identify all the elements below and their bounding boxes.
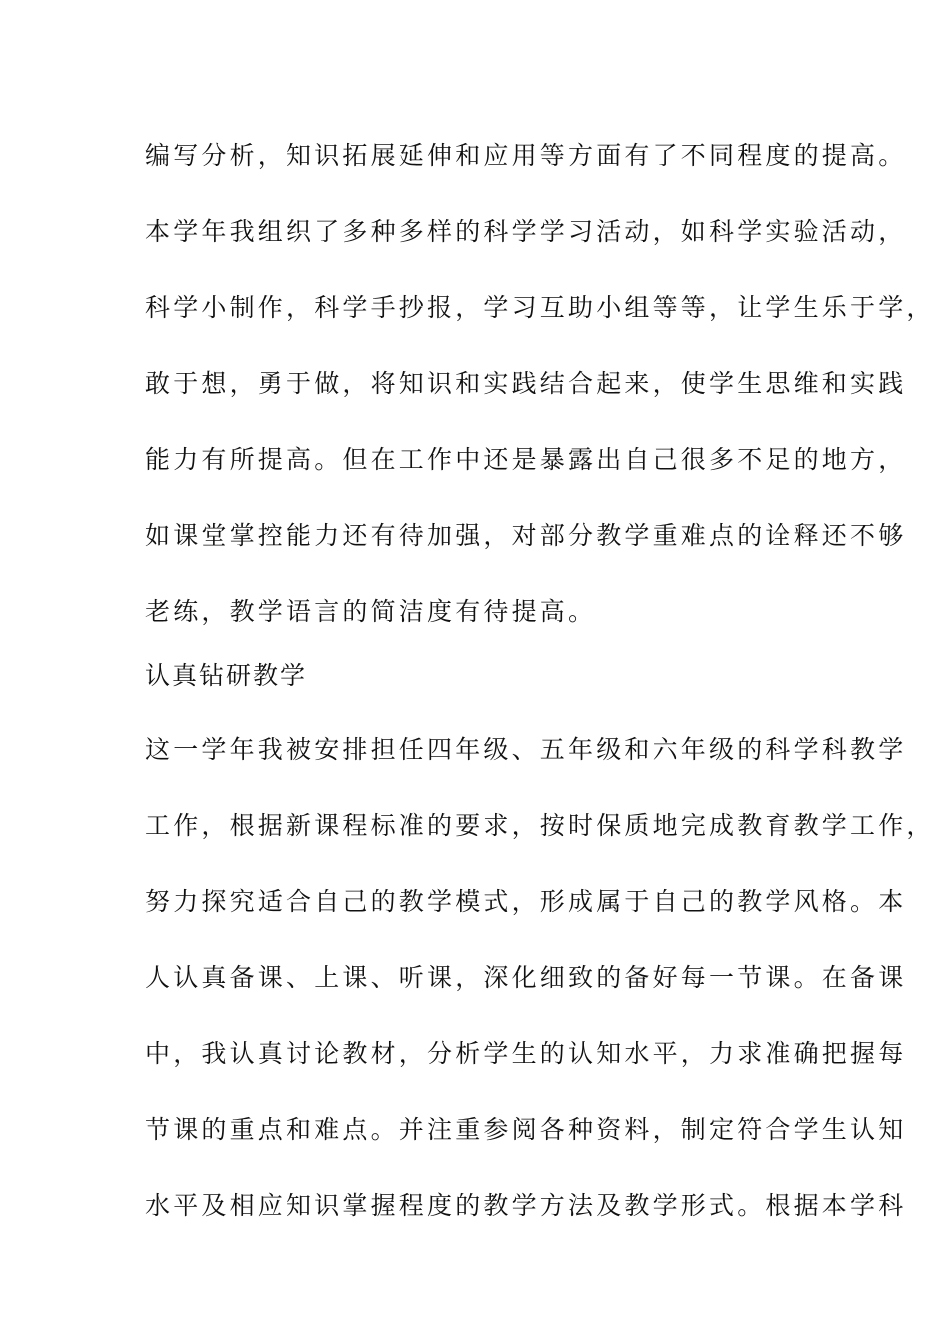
paragraph-line: 如课堂掌控能力还有待加强，对部分教学重难点的诠释还不够 [145, 521, 907, 550]
paragraph-line: 水平及相应知识掌握程度的教学方法及教学形式。根据本学科 [145, 1191, 907, 1220]
paragraph-line: 编写分析，知识拓展延伸和应用等方面有了不同程度的提高。 [145, 141, 907, 170]
paragraph-line: 节课的重点和难点。并注重参阅各种资料，制定符合学生认知 [145, 1115, 907, 1144]
section-heading: 认真钻研教学 [145, 661, 308, 690]
paragraph-line: 敢于想，勇于做，将知识和实践结合起来，使学生思维和实践 [145, 369, 907, 398]
paragraph-line: 这一学年我被安排担任四年级、五年级和六年级的科学科教学 [145, 735, 907, 764]
paragraph-line: 工作，根据新课程标准的要求，按时保质地完成教育教学工作， [145, 811, 935, 840]
paragraph-line: 本学年我组织了多种多样的科学学习活动，如科学实验活动， [145, 217, 907, 246]
paragraph-line: 老练，教学语言的简洁度有待提高。 [145, 597, 597, 626]
paragraph-line: 能力有所提高。但在工作中还是暴露出自己很多不足的地方， [145, 445, 907, 474]
paragraph-line: 努力探究适合自己的教学模式，形成属于自己的教学风格。本 [145, 887, 907, 916]
paragraph-line: 人认真备课、上课、听课，深化细致的备好每一节课。在备课 [145, 963, 907, 992]
paragraph-line: 中，我认真讨论教材，分析学生的认知水平，力求准确把握每 [145, 1039, 907, 1068]
paragraph-line: 科学小制作，科学手抄报，学习互助小组等等，让学生乐于学， [145, 293, 935, 322]
